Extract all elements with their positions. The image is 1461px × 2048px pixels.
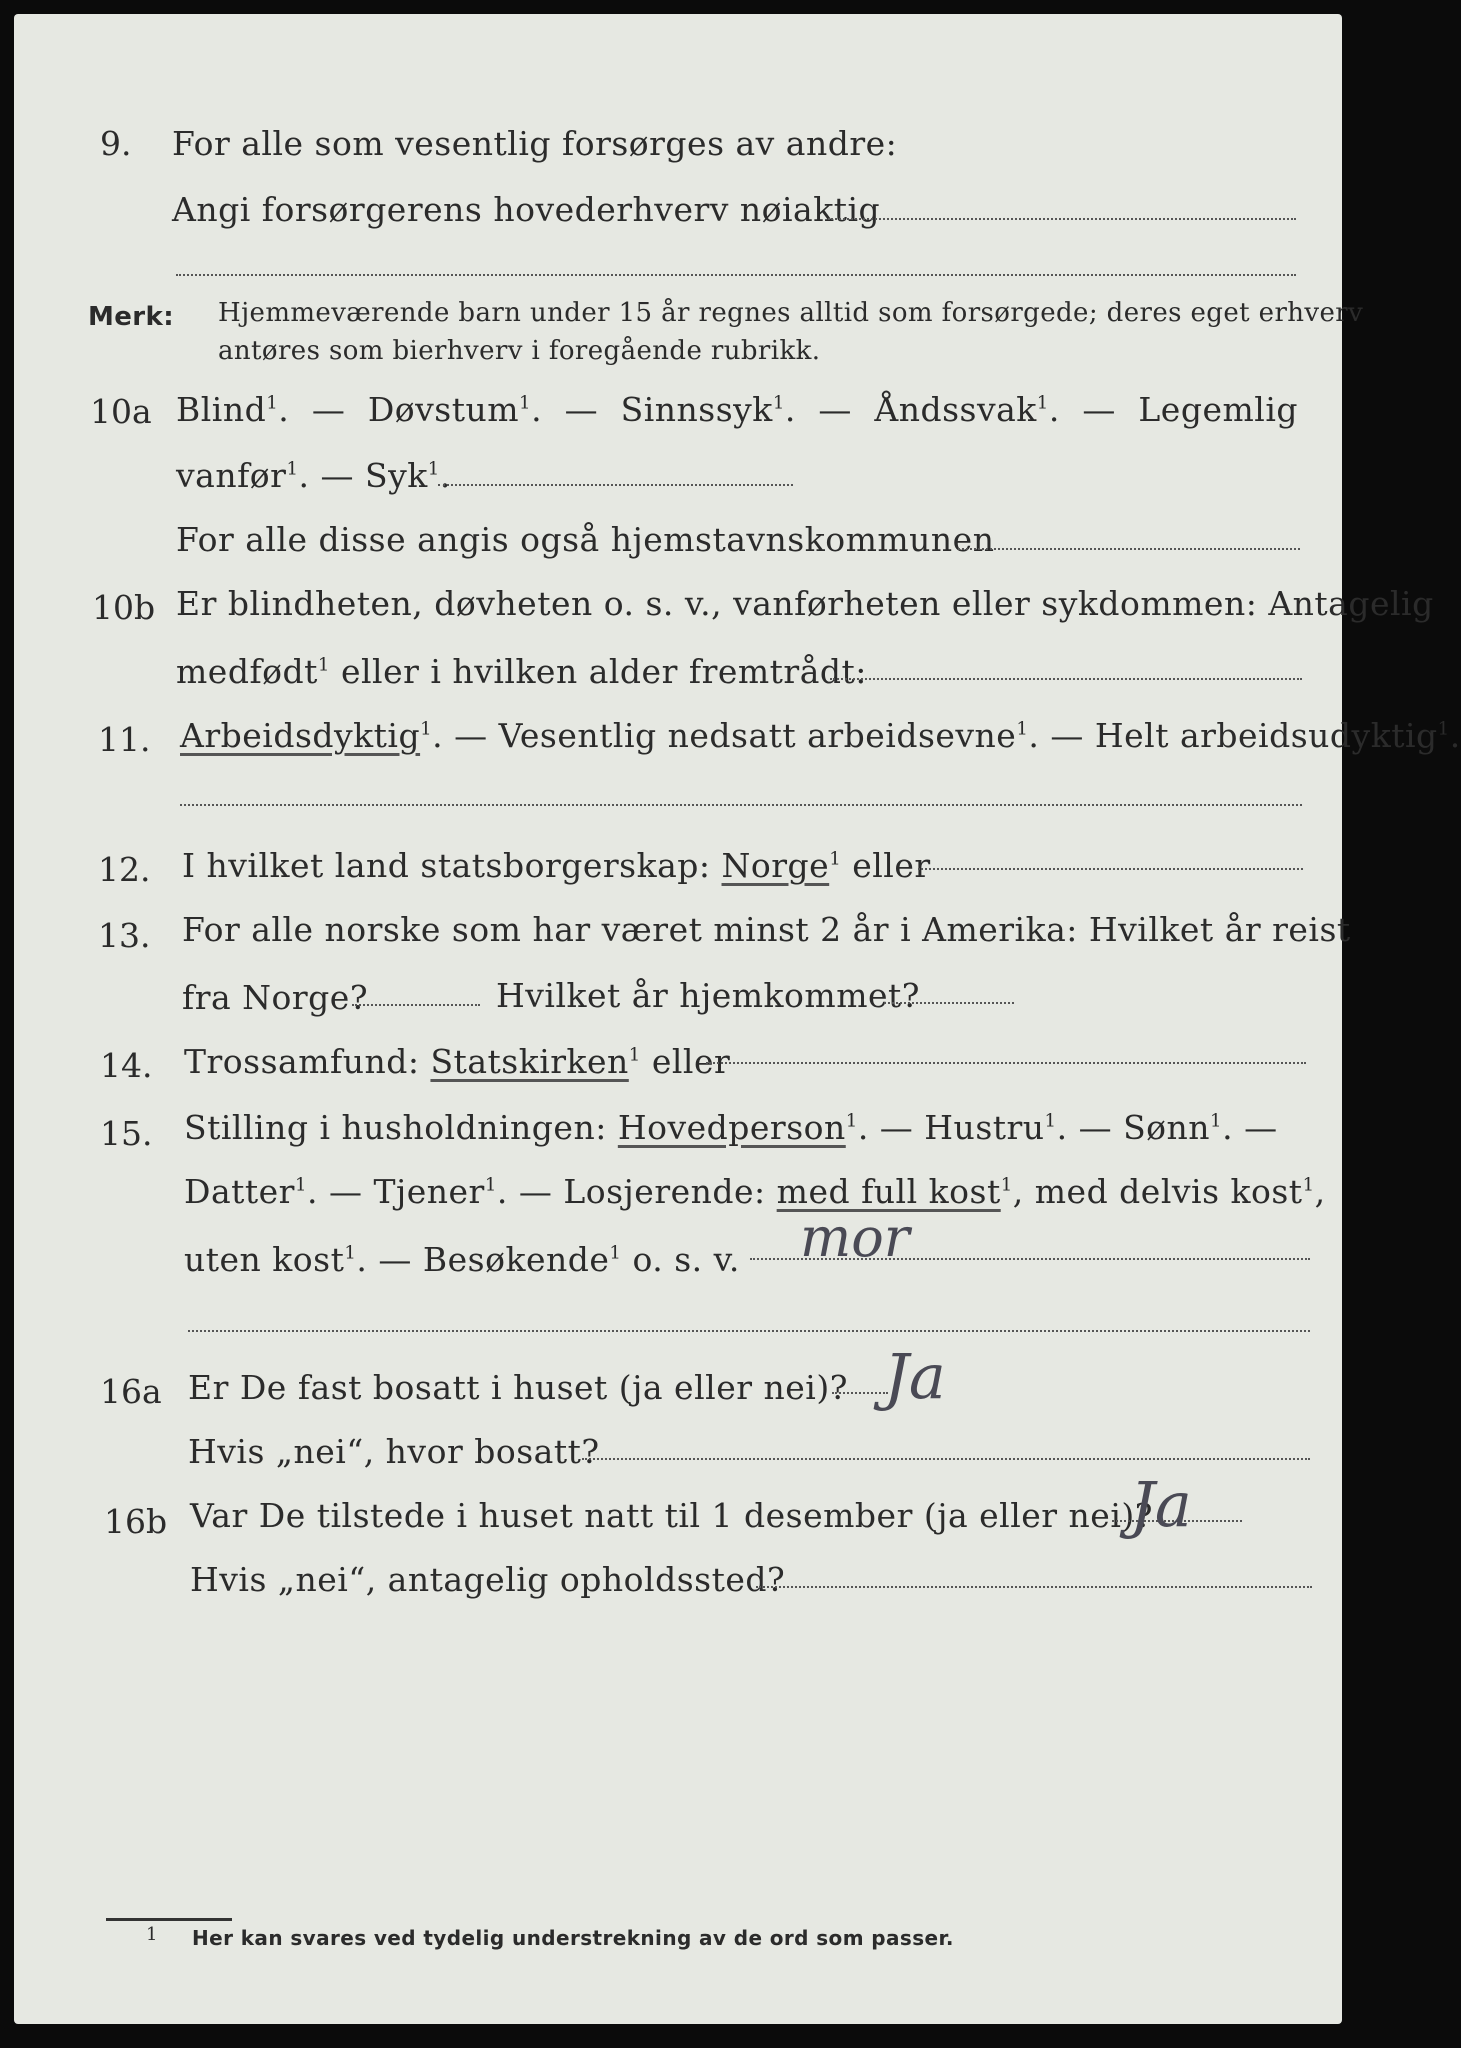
q15-number: 15.: [100, 1114, 153, 1153]
q10a-line3: For alle disse angis også hjemstavnskommunen: [176, 520, 995, 559]
q15-line3: uten kost$^1$. — Besøkende$^1$ o. s. v.: [184, 1240, 740, 1279]
q16a-line2: Hvis „nei“, hvor bosatt?: [188, 1432, 600, 1471]
q10a-line2: vanfør$^1$. — Syk$^1$.: [176, 456, 451, 495]
q15-extra-line[interactable]: [188, 1330, 1310, 1332]
q13-line1: For alle norske som har været minst 2 år i Amerika: Hvilket år reist: [182, 910, 1351, 949]
q9-number: 9.: [100, 124, 132, 163]
q14-answer-line[interactable]: [706, 1062, 1306, 1064]
q11-number: 11.: [98, 720, 151, 759]
merk-label: Merk:: [88, 302, 175, 332]
merk-line1: Hjemmeværende barn under 15 år regnes alltid som forsørgede; deres eget erhverv: [218, 298, 1364, 328]
q10a-number: 10a: [90, 392, 152, 431]
q9-extra-line[interactable]: [176, 274, 1296, 276]
q10b-number: 10b: [92, 588, 156, 627]
q12-number: 12.: [98, 850, 151, 889]
q14-statskirken: Statskirken: [430, 1042, 629, 1081]
q10a-answer-line[interactable]: [438, 484, 793, 486]
q11-answer-line[interactable]: [180, 804, 1302, 806]
q10a-sinnssyk: Sinnssyk$^1$.: [620, 390, 796, 429]
q13-line2a: fra Norge?: [182, 978, 369, 1017]
q14-number: 14.: [100, 1046, 153, 1085]
q16a-number: 16a: [100, 1372, 162, 1411]
q16b-line2: Hvis „nei“, antagelig opholdssted?: [190, 1560, 786, 1599]
q16a-answer-line[interactable]: [832, 1392, 888, 1394]
q16a-bosatt-line[interactable]: [582, 1458, 1310, 1460]
q15-line2: Datter$^1$. — Tjener$^1$. — Losjerende: med full kost$^1$, med delvis kost$^1$,: [184, 1172, 1326, 1211]
q10b-answer-line[interactable]: [830, 678, 1302, 680]
q12-line: I hvilket land statsborgerskap: Norge$^1$ eller: [182, 846, 931, 885]
q10a-legemlig: Legemlig: [1138, 390, 1298, 429]
footnote-text: Her kan svares ved tydelig understrekning av de ord som passer.: [192, 1926, 954, 1950]
q10a-hjemstavn-line[interactable]: [958, 548, 1300, 550]
q10a-dovstum: Døvstum$^1$.: [367, 390, 543, 429]
q16b-opholdssted-line[interactable]: [756, 1586, 1312, 1588]
q13-hjemkommet-line[interactable]: [884, 1002, 1014, 1004]
q13-line2b: Hvilket år hjemkommet?: [496, 976, 920, 1015]
q10b-line1: Er blindheten, døvheten o. s. v., vanførheten eller sykdommen: Antagelig: [176, 584, 1434, 623]
q10a-andssvak: Åndssvak$^1$.: [874, 390, 1060, 429]
footnote-mark: 1: [146, 1924, 158, 1945]
q16b-line1: Var De tilstede i huset natt til 1 desember (ja eller nei)?: [190, 1496, 1153, 1535]
q10b-line2: medfødt$^1$ eller i hvilken alder fremtrådt:: [176, 652, 867, 691]
q15-hovedperson: Hovedperson: [617, 1108, 846, 1147]
q10a-blind: Blind$^1$.: [176, 390, 290, 429]
q16a-line1: Er De fast bosatt i huset (ja eller nei)?: [188, 1368, 848, 1407]
q13-reist-line[interactable]: [352, 1004, 480, 1006]
footnote-rule: [106, 1918, 232, 1921]
merk-line2: antøres som bierhverv i foregående rubrikk.: [218, 336, 821, 366]
q9-text2: Angi forsørgerens hovederhverv nøiaktig: [172, 190, 881, 229]
q13-number: 13.: [98, 916, 151, 955]
q15-med-full-kost: med full kost: [776, 1172, 1001, 1211]
q10a-line1: Blind$^1$. — Døvstum$^1$. — Sinnssyk$^1$. — Åndssvak$^1$. — Legemlig: [176, 390, 1298, 429]
q14-line: Trossamfund: Statskirken$^1$ eller: [184, 1042, 731, 1081]
q11-arbeidsdyktig: Arbeidsdyktig: [180, 716, 421, 755]
q15-handwritten-answer: mor: [800, 1206, 910, 1269]
q16a-handwritten-answer: Ja: [884, 1340, 946, 1413]
q12-answer-line[interactable]: [918, 868, 1303, 870]
q12-norge: Norge: [721, 846, 830, 885]
q16b-handwritten-answer: Ja: [1130, 1468, 1192, 1541]
q9-answer-line[interactable]: [828, 218, 1296, 220]
q16b-number: 16b: [104, 1502, 168, 1541]
q15-line1: Stilling i husholdningen: Hovedperson$^1$. — Hustru$^1$. — Sønn$^1$. —: [184, 1108, 1278, 1147]
q9-text: For alle som vesentlig forsørges av andre:: [172, 124, 898, 163]
q11-line: Arbeidsdyktig$^1$. — Vesentlig nedsatt arbeidsevne$^1$. — Helt arbeidsudyktig$^1$.: [180, 716, 1461, 755]
